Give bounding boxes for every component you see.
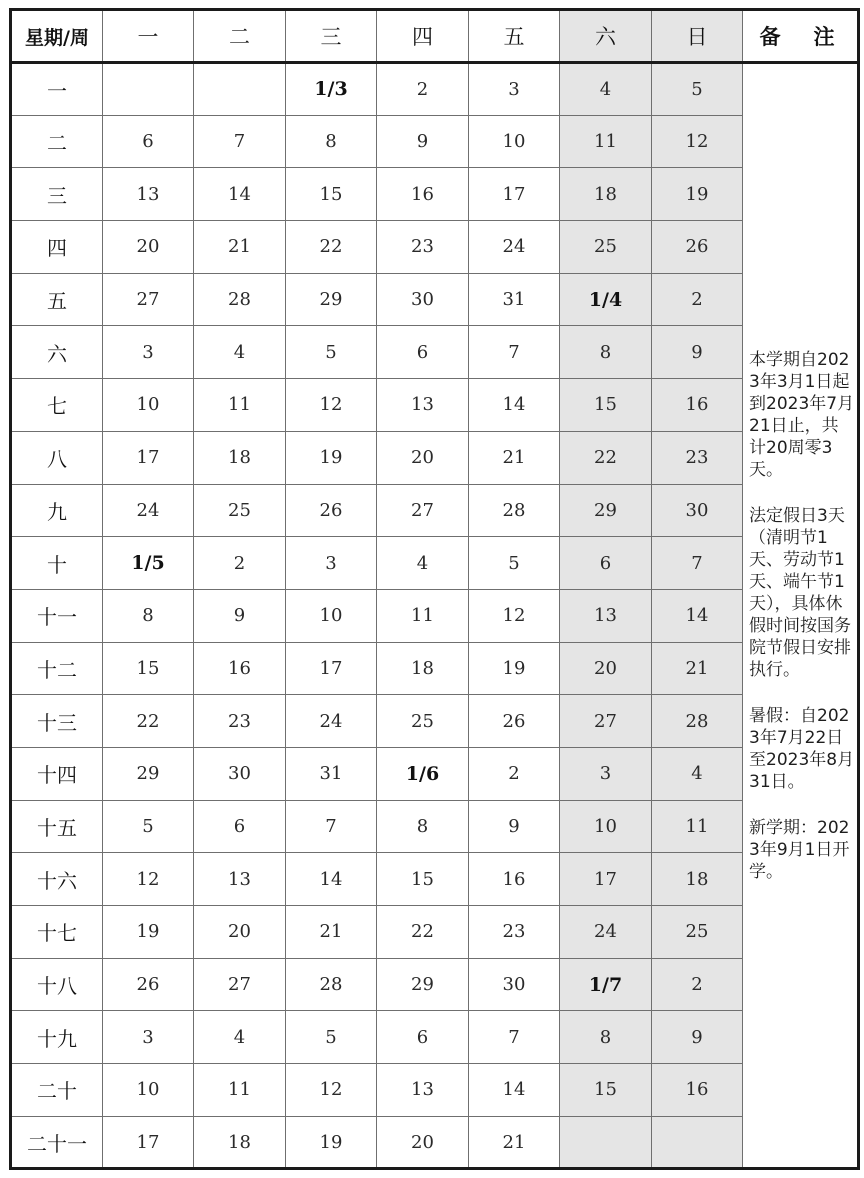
date-cell-fri: 21 [469,1116,560,1169]
date-cell-mon: 22 [103,695,194,748]
date-cell-fri: 28 [469,484,560,537]
notes-column-header: 备 注 [743,10,859,63]
date-cell-thu: 6 [377,326,469,379]
date-cell-sun: 28 [652,695,743,748]
school-calendar-table [9,8,860,1170]
date-cell-sat: 25 [560,221,652,274]
date-cell-tue: 23 [194,695,286,748]
date-cell-sun: 5 [652,63,743,116]
date-cell-sun: 23 [652,431,743,484]
week-number-cell: 二十 [11,1064,103,1117]
week-row [11,1011,859,1064]
date-cell-sat: 22 [560,431,652,484]
date-cell-wed: 14 [286,853,377,906]
date-cell-tue: 21 [194,221,286,274]
date-cell-sat: 15 [560,1064,652,1117]
date-cell-thu: 18 [377,642,469,695]
date-cell-fri: 2 [469,747,560,800]
date-cell-fri: 17 [469,168,560,221]
date-cell-mon: 8 [103,589,194,642]
date-cell-tue: 28 [194,273,286,326]
date-cell-sun: 30 [652,484,743,537]
date-cell-sun: 19 [652,168,743,221]
week-number-cell: 五 [11,273,103,326]
week-number-cell: 十五 [11,800,103,853]
date-cell-thu: 6 [377,1011,469,1064]
calendar-body [11,63,859,1169]
date-cell-fri: 21 [469,431,560,484]
date-cell-sun: 9 [652,1011,743,1064]
header-row [11,10,859,63]
week-number-cell: 二十一 [11,1116,103,1169]
date-cell-sun [652,1116,743,1169]
notes-cell [743,63,859,1169]
week-number-cell: 十七 [11,906,103,959]
week-number-cell: 二 [11,115,103,168]
date-cell-thu: 1/6 [377,747,469,800]
date-cell-thu: 13 [377,1064,469,1117]
date-cell-sun: 11 [652,800,743,853]
week-number-cell: 十八 [11,958,103,1011]
date-cell-sat: 3 [560,747,652,800]
date-cell-thu: 30 [377,273,469,326]
date-cell-tue: 14 [194,168,286,221]
note-summer: 暑假：自2023年7月22日至2023年8月31日。 [749,705,855,792]
date-cell-sat: 13 [560,589,652,642]
date-cell-fri: 7 [469,1011,560,1064]
date-cell-mon: 1/5 [103,537,194,590]
date-cell-tue: 30 [194,747,286,800]
date-cell-mon: 17 [103,431,194,484]
date-cell-mon: 6 [103,115,194,168]
week-number-cell: 九 [11,484,103,537]
date-cell-wed: 28 [286,958,377,1011]
date-cell-thu: 16 [377,168,469,221]
week-number-cell: 十二 [11,642,103,695]
week-number-cell: 十六 [11,853,103,906]
date-cell-thu: 20 [377,1116,469,1169]
date-cell-tue: 27 [194,958,286,1011]
date-cell-fri: 14 [469,1064,560,1117]
week-number-cell: 四 [11,221,103,274]
date-cell-wed: 21 [286,906,377,959]
date-cell-fri: 19 [469,642,560,695]
week-row [11,642,859,695]
date-cell-fri: 9 [469,800,560,853]
date-cell-sat: 8 [560,1011,652,1064]
date-cell-tue: 6 [194,800,286,853]
date-cell-wed: 12 [286,1064,377,1117]
week-number-cell: 十一 [11,589,103,642]
date-cell-wed: 19 [286,1116,377,1169]
week-row [11,273,859,326]
date-cell-sat: 10 [560,800,652,853]
week-row [11,853,859,906]
date-cell-wed: 7 [286,800,377,853]
date-cell-mon: 3 [103,1011,194,1064]
date-cell-mon: 5 [103,800,194,853]
date-cell-sun: 16 [652,379,743,432]
date-cell-tue: 2 [194,537,286,590]
date-cell-thu: 2 [377,63,469,116]
date-cell-wed: 1/3 [286,63,377,116]
date-cell-wed: 5 [286,1011,377,1064]
week-row [11,695,859,748]
date-cell-wed: 8 [286,115,377,168]
date-cell-sun: 26 [652,221,743,274]
date-cell-thu: 29 [377,958,469,1011]
date-cell-wed: 22 [286,221,377,274]
date-cell-sat: 29 [560,484,652,537]
week-row [11,221,859,274]
day-header-sun: 日 [652,10,743,63]
date-cell-wed: 24 [286,695,377,748]
week-row [11,63,859,116]
date-cell-fri: 16 [469,853,560,906]
date-cell-mon: 17 [103,1116,194,1169]
date-cell-tue: 16 [194,642,286,695]
date-cell-tue: 18 [194,1116,286,1169]
date-cell-mon: 12 [103,853,194,906]
date-cell-tue [194,63,286,116]
day-header-thu: 四 [377,10,469,63]
date-cell-mon: 10 [103,1064,194,1117]
date-cell-fri: 14 [469,379,560,432]
date-cell-thu: 9 [377,115,469,168]
week-number-cell: 十四 [11,747,103,800]
date-cell-thu: 25 [377,695,469,748]
note-semester: 本学期自2023年3月1日起到2023年7月21日止，共计20周零3天。 [749,349,855,480]
date-cell-tue: 4 [194,1011,286,1064]
date-cell-sat: 4 [560,63,652,116]
week-column-header: 星期/周 [11,10,103,63]
date-cell-mon: 3 [103,326,194,379]
date-cell-fri: 31 [469,273,560,326]
week-row [11,958,859,1011]
date-cell-thu: 11 [377,589,469,642]
date-cell-mon: 24 [103,484,194,537]
date-cell-tue: 18 [194,431,286,484]
week-number-cell: 十九 [11,1011,103,1064]
date-cell-fri: 24 [469,221,560,274]
date-cell-sun: 12 [652,115,743,168]
week-row [11,1064,859,1117]
day-header-mon: 一 [103,10,194,63]
date-cell-sat: 20 [560,642,652,695]
date-cell-sun: 9 [652,326,743,379]
date-cell-sat: 17 [560,853,652,906]
date-cell-wed: 29 [286,273,377,326]
week-row [11,747,859,800]
date-cell-fri: 10 [469,115,560,168]
week-number-cell: 八 [11,431,103,484]
day-header-wed: 三 [286,10,377,63]
date-cell-fri: 5 [469,537,560,590]
date-cell-sun: 2 [652,958,743,1011]
week-row [11,168,859,221]
date-cell-sun: 4 [652,747,743,800]
week-row [11,326,859,379]
date-cell-mon [103,63,194,116]
week-number-cell: 一 [11,63,103,116]
date-cell-fri: 23 [469,906,560,959]
week-number-cell: 十 [11,537,103,590]
date-cell-fri: 7 [469,326,560,379]
date-cell-sun: 14 [652,589,743,642]
date-cell-sat: 1/7 [560,958,652,1011]
date-cell-tue: 25 [194,484,286,537]
date-cell-sat: 6 [560,537,652,590]
date-cell-wed: 10 [286,589,377,642]
date-cell-mon: 29 [103,747,194,800]
date-cell-sun: 18 [652,853,743,906]
week-row [11,379,859,432]
week-row [11,484,859,537]
date-cell-wed: 15 [286,168,377,221]
date-cell-sun: 21 [652,642,743,695]
date-cell-sun: 7 [652,537,743,590]
date-cell-wed: 19 [286,431,377,484]
week-number-cell: 六 [11,326,103,379]
date-cell-fri: 30 [469,958,560,1011]
date-cell-sat: 18 [560,168,652,221]
day-header-sat: 六 [560,10,652,63]
date-cell-fri: 12 [469,589,560,642]
date-cell-mon: 13 [103,168,194,221]
date-cell-wed: 31 [286,747,377,800]
note-new-term: 新学期：2023年9月1日开学。 [749,817,850,882]
date-cell-thu: 4 [377,537,469,590]
date-cell-thu: 27 [377,484,469,537]
date-cell-sat: 8 [560,326,652,379]
date-cell-mon: 15 [103,642,194,695]
date-cell-mon: 20 [103,221,194,274]
date-cell-mon: 27 [103,273,194,326]
week-row [11,800,859,853]
date-cell-sat: 15 [560,379,652,432]
date-cell-tue: 13 [194,853,286,906]
date-cell-sat: 27 [560,695,652,748]
week-number-cell: 三 [11,168,103,221]
week-row [11,589,859,642]
date-cell-wed: 26 [286,484,377,537]
date-cell-wed: 12 [286,379,377,432]
date-cell-sun: 25 [652,906,743,959]
week-row [11,431,859,484]
date-cell-wed: 3 [286,537,377,590]
week-row [11,1116,859,1169]
date-cell-sun: 16 [652,1064,743,1117]
date-cell-thu: 20 [377,431,469,484]
date-cell-tue: 20 [194,906,286,959]
date-cell-sat: 1/4 [560,273,652,326]
date-cell-wed: 5 [286,326,377,379]
date-cell-thu: 15 [377,853,469,906]
date-cell-tue: 7 [194,115,286,168]
date-cell-sat: 24 [560,906,652,959]
date-cell-mon: 26 [103,958,194,1011]
date-cell-tue: 11 [194,1064,286,1117]
date-cell-mon: 10 [103,379,194,432]
day-header-fri: 五 [469,10,560,63]
date-cell-thu: 13 [377,379,469,432]
date-cell-tue: 4 [194,326,286,379]
date-cell-tue: 11 [194,379,286,432]
week-row [11,115,859,168]
note-holidays: 法定假日3天（清明节1天、劳动节1天、端午节1天），具体休假时间按国务院节假日安排执行。 [749,505,851,680]
date-cell-sat [560,1116,652,1169]
date-cell-sat: 11 [560,115,652,168]
week-row [11,906,859,959]
week-number-cell: 七 [11,379,103,432]
date-cell-thu: 23 [377,221,469,274]
date-cell-fri: 3 [469,63,560,116]
date-cell-tue: 9 [194,589,286,642]
date-cell-fri: 26 [469,695,560,748]
date-cell-thu: 22 [377,906,469,959]
date-cell-mon: 19 [103,906,194,959]
date-cell-thu: 8 [377,800,469,853]
week-number-cell: 十三 [11,695,103,748]
date-cell-sun: 2 [652,273,743,326]
week-row [11,537,859,590]
date-cell-wed: 17 [286,642,377,695]
day-header-tue: 二 [194,10,286,63]
